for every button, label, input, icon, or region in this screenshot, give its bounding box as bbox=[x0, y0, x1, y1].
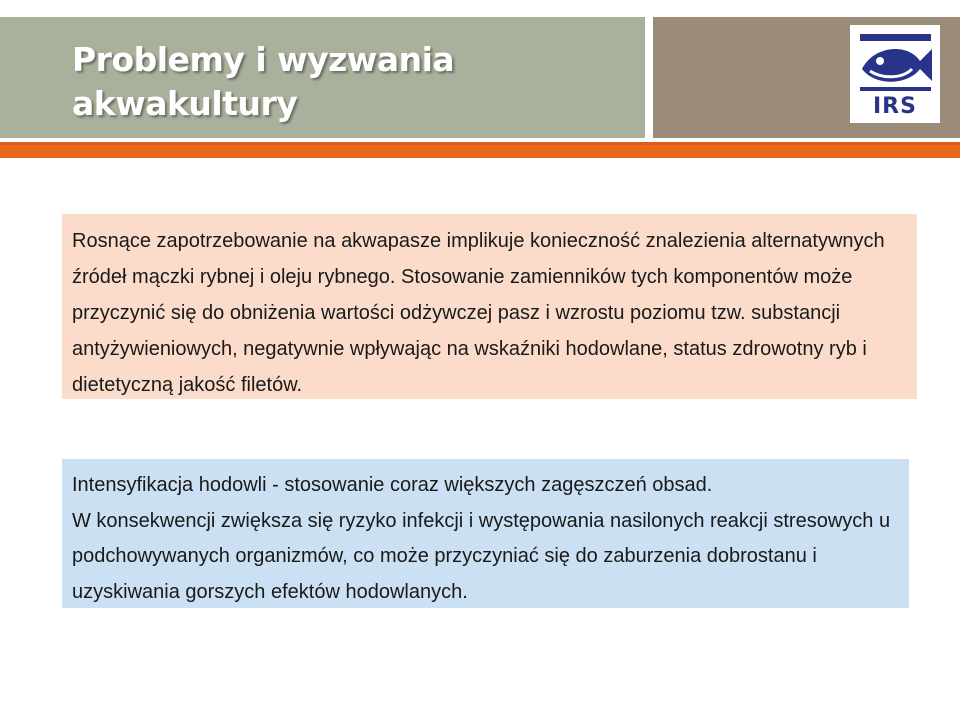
text-box-intensification-line-1: Intensyfikacja hodowli - stosowanie coraz większych zagęszczeń obsad. bbox=[72, 474, 713, 496]
text-box-intensification-line-2: W konsekwencji zwiększa się ryzyko infekcji i występowania nasilonych reakcji stresowych u podchowywanych organizmów, co może przyczyniać się do zaburzenia dobrostanu i uzyskiwania gorszych efektów hodowlanych. bbox=[72, 509, 891, 603]
page-title bbox=[72, 38, 632, 126]
title-line-2: akwakultury bbox=[72, 84, 298, 123]
text-box-feed-content: Rosnące zapotrzebowanie na akwapasze implikuje konieczność znalezienia alternatywnych źródeł mączki rybnej i oleju rybnego. Stosowanie zamienników tych komponentów może przyczynić się do obniżenia wartości odżywczej pasz i wzrostu poziomu tzw. substancji antyżywieniowych, negatywnie wpływając na wskaźniki hodowlane, status zdrowotny ryb i dietetyczną jakość filetów. bbox=[72, 230, 885, 396]
logo-text: IRS bbox=[873, 94, 917, 119]
fish-icon bbox=[850, 25, 940, 123]
text-box-intensification bbox=[62, 459, 909, 608]
title-line-1: Problemy i wyzwania bbox=[72, 40, 455, 79]
text-box-feed bbox=[62, 214, 917, 399]
accent-stripe bbox=[0, 145, 960, 158]
irs-logo bbox=[850, 25, 940, 123]
